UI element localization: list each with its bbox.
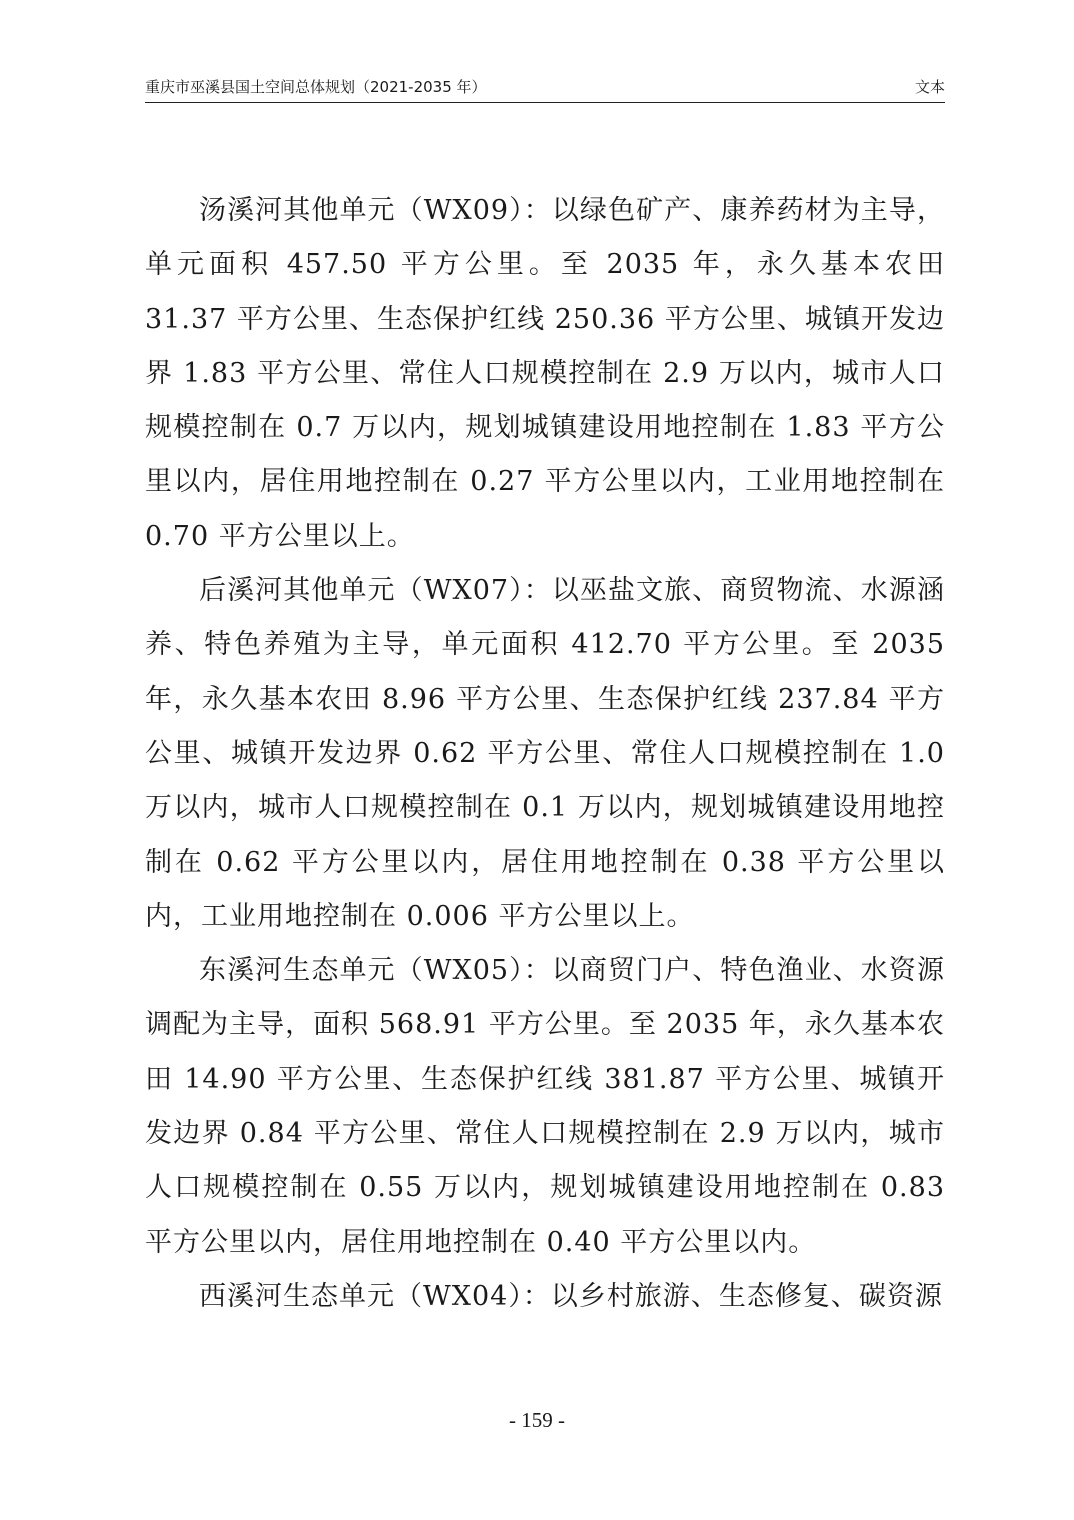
paragraph-wx04: 西溪河生态单元（WX04）：以乡村旅游、生态修复、碳资源 — [199, 1280, 943, 1312]
section-label: 文本 — [914, 78, 945, 96]
document-title: 重庆市巫溪县国土空间总体规划（2021-2035 年） — [145, 78, 487, 96]
page-number: - 159 - — [509, 1408, 565, 1432]
body-text — [145, 184, 945, 1324]
paragraph-wx09: 汤溪河其他单元（WX09）：以绿色矿产、康养药材为主导，单元面积 457.50 平方公里。至 2035 年，永久基本农田 31.37 平方公里、生态保护红线 250.36 平方公里、城镇开发边界 1.83 平方公里、常住人口规模控制在 2.9 万以内，城市人口规模控制在 0.7 万以内，规划城镇建设用地控制在 1.83 平方公里以内，居住用地控制在 0.27 平方公里以内，工业用地控制在 0.70 平方公里以上。 — [145, 195, 945, 552]
running-header — [145, 76, 945, 103]
paragraph-wx05: 东溪河生态单元（WX05）：以商贸门户、特色渔业、水资源调配为主导，面积 568.91 平方公里。至 2035 年，永久基本农田 14.90 平方公里、生态保护红线 381.87 平方公里、城镇开发边界 0.84 平方公里、常住人口规模控制在 2.9 万以内，城市人口规模控制在 0.55 万以内，规划城镇建设用地控制在 0.83 平方公里以内，居住用地控制在 0.40 平方公里以内。 — [145, 955, 945, 1258]
paragraph-wx07: 后溪河其他单元（WX07）：以巫盐文旅、商贸物流、水源涵养、特色养殖为主导，单元面积 412.70 平方公里。至 2035 年，永久基本农田 8.96 平方公里、生态保护红线 237.84 平方公里、城镇开发边界 0.62 平方公里、常住人口规模控制在 1.0 万以内，城市人口规模控制在 0.1 万以内，规划城镇建设用地控制在 0.62 平方公里以内，居住用地控制在 0.38 平方公里以内，工业用地控制在 0.006 平方公里以上。 — [145, 575, 945, 932]
